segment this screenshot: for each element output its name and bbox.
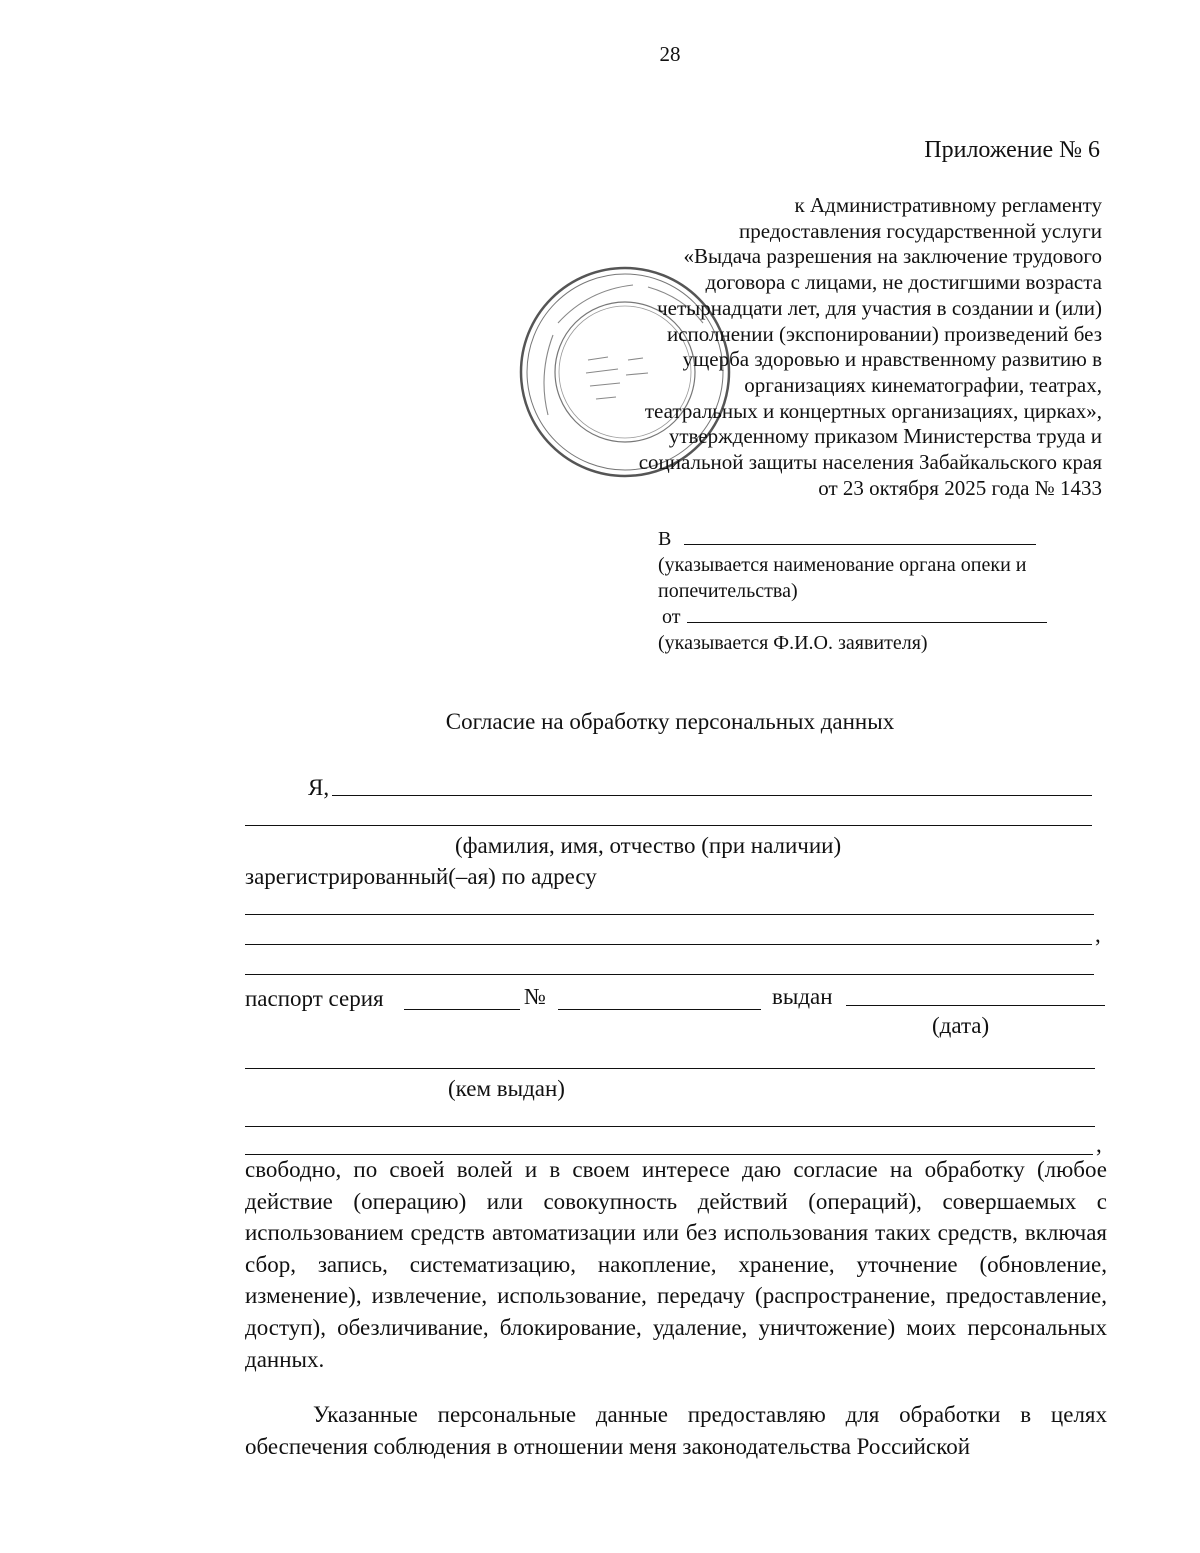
page-number: 28 xyxy=(659,42,681,66)
address-field-line-1[interactable] xyxy=(245,914,1094,915)
appendix-title: Приложение № 6 xyxy=(924,137,1100,163)
regulation-line: ущерба здоровью и нравственному развитию в xyxy=(682,347,1102,372)
address-comma: , xyxy=(1095,922,1101,947)
full-name-field[interactable] xyxy=(332,795,1092,796)
issued-by-comma: , xyxy=(1096,1132,1102,1157)
addressee-from-line xyxy=(658,604,1088,630)
regulation-line: четырнадцати лет, для участия в создании и (или) xyxy=(657,295,1102,320)
date-hint: (дата) xyxy=(932,1013,990,1038)
regulation-reference-block xyxy=(582,193,1102,501)
fio-hint: (фамилия, имя, отчество (при наличии) xyxy=(455,833,842,858)
registered-address-label: зарегистрированный(–ая) по адресу xyxy=(245,864,597,889)
regulation-line: к Административному регламенту xyxy=(794,193,1102,217)
addressee-to-prefix: В xyxy=(658,528,672,550)
regulation-line: «Выдача разрешения на заключение трудового xyxy=(683,244,1102,269)
applicant-name-field[interactable] xyxy=(687,604,1047,623)
regulation-line: утвержденному приказом Министерства труда и xyxy=(668,424,1102,449)
consent-paragraph: свободно, по своей волей и в своем интересе даю согласие на обработку (любое действие (операцию) или совокупность действий (операций), совершаемых с использованием средств автоматизации или без использования таких средств, включая сбор, запись, систематизацию, накопление, хранение, уточнение (обновление, изменение), извлечение, использование, передачу (распространение, предоставление, доступ), обезличивание, блокирование, удаление, уничтожение) моих персональных данных. xyxy=(245,1157,1107,1372)
passport-issue-date-field[interactable] xyxy=(846,1005,1105,1006)
document-title: Согласие на обработку персональных данных xyxy=(445,709,895,734)
regulation-line: предоставления государственной услуги xyxy=(739,218,1102,243)
regulation-line: организациях кинематографии, театрах, xyxy=(744,372,1102,397)
regulation-line: договора с лицами, не достигшими возраста xyxy=(705,270,1102,295)
addressee-to-line xyxy=(658,526,1088,552)
addressee-from-prefix: от xyxy=(662,606,681,628)
passport-number-field[interactable] xyxy=(558,1009,761,1010)
address-field-line-3[interactable] xyxy=(245,974,1094,975)
passport-series-field[interactable] xyxy=(404,1009,520,1010)
passport-number-label: № xyxy=(524,984,546,1009)
issued-by-hint: (кем выдан) xyxy=(448,1076,565,1101)
i-prefix: Я, xyxy=(308,775,330,800)
addressee-org-field[interactable] xyxy=(684,526,1036,545)
regulation-line: театральных и концертных организациях, цирках», xyxy=(644,398,1102,423)
passport-issued-label: выдан xyxy=(772,984,833,1009)
passport-series-label: паспорт серия xyxy=(245,986,384,1011)
regulation-line: от 23 октября 2025 года № 1433 xyxy=(818,475,1102,500)
issued-by-field-line-2[interactable] xyxy=(245,1126,1095,1127)
regulation-line: социальной защиты населения Забайкальского края xyxy=(638,450,1102,475)
addressee-from-hint: (указывается Ф.И.О. заявителя) xyxy=(658,632,928,654)
addressee-to-hint: (указывается наименование органа опеки и попечительства) xyxy=(658,554,1027,602)
addressee-block xyxy=(658,526,1088,656)
regulation-line: исполнении (экспонировании) произведений без xyxy=(666,321,1102,346)
address-field-line-2[interactable] xyxy=(245,944,1092,945)
purpose-paragraph: Указанные персональные данные предоставляю для обработки в целях обеспечения соблюдения в отношении меня законодательства Российской xyxy=(245,1402,1107,1459)
full-name-field-continued[interactable] xyxy=(245,825,1092,826)
issued-by-field[interactable] xyxy=(245,1068,1095,1069)
